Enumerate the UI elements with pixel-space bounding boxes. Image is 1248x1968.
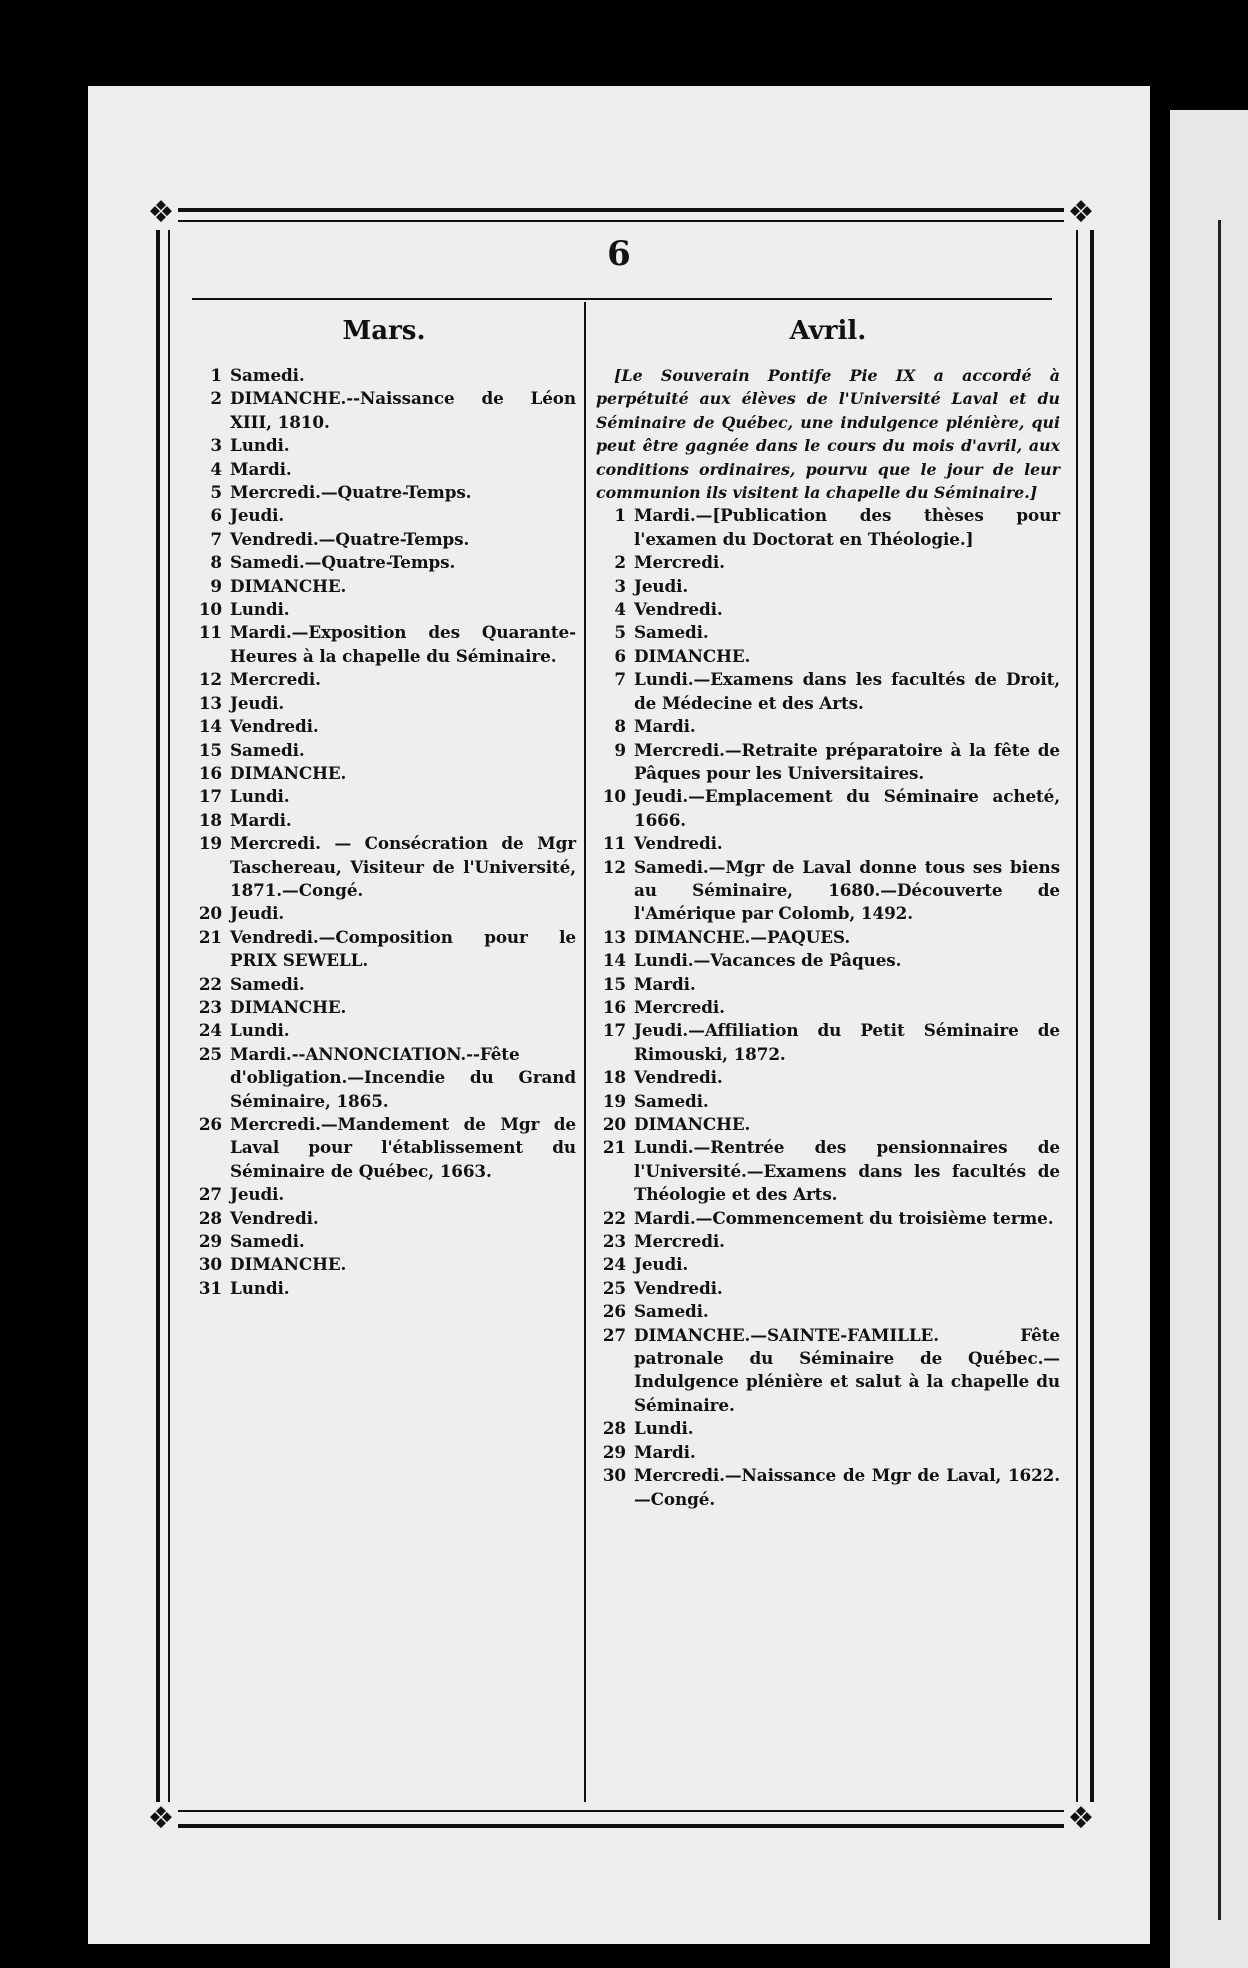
entry-day: 10	[602, 786, 626, 807]
calendar-entry	[192, 1183, 576, 1206]
facing-page-edge	[1170, 110, 1248, 1968]
entry-day: 22	[198, 973, 222, 994]
calendar-entry	[192, 1230, 576, 1253]
entry-text: Samedi.	[230, 739, 305, 760]
calendar-entry	[596, 949, 1060, 972]
calendar-entry	[192, 387, 576, 434]
almanac-page	[88, 86, 1150, 1944]
entry-text: Samedi.	[230, 973, 305, 994]
entry-text: Mercredi.	[634, 996, 725, 1017]
calendar-entry	[192, 598, 576, 621]
calendar-entry	[192, 996, 576, 1019]
entry-day: 17	[198, 786, 222, 807]
entry-day: 17	[602, 1020, 626, 1041]
entry-text: Mardi.	[230, 809, 292, 830]
entry-text: Mardi.	[634, 973, 696, 994]
calendar-entry	[192, 715, 576, 738]
calendar-entry	[596, 1230, 1060, 1253]
entry-day: 18	[198, 809, 222, 830]
entry-day: 31	[198, 1277, 222, 1298]
entry-day: 22	[602, 1207, 626, 1228]
entry-day: 23	[198, 996, 222, 1017]
entry-text: Mardi.—Commencement du troisième terme.	[634, 1207, 1054, 1228]
calendar-entry	[192, 481, 576, 504]
entry-day: 11	[198, 622, 222, 643]
entry-day: 6	[210, 505, 222, 526]
entry-day: 12	[198, 669, 222, 690]
calendar-entry	[192, 1113, 576, 1183]
entry-day: 19	[602, 1090, 626, 1111]
entry-text: Vendredi.	[230, 1207, 319, 1228]
entry-text: Jeudi.	[230, 692, 285, 713]
entry-day: 8	[614, 716, 626, 737]
calendar-entry	[192, 1277, 576, 1300]
entry-day: 28	[602, 1418, 626, 1439]
entry-text: Samedi.	[634, 1301, 709, 1322]
entry-text: DIMANCHE.	[230, 1254, 347, 1275]
entry-day: 16	[198, 762, 222, 783]
entry-day: 13	[198, 692, 222, 713]
calendar-entry	[192, 1019, 576, 1042]
entry-day: 8	[210, 552, 222, 573]
entry-text: Jeudi.	[230, 505, 285, 526]
corner-ornament-icon: ❖	[1064, 1802, 1098, 1836]
entry-text: Lundi.	[634, 1418, 694, 1439]
entry-day: 5	[614, 622, 626, 643]
entry-text: Mardi.--ANNONCIATION.--Fête d'obligation.—Incendie du Grand Séminaire, 1865.	[230, 1043, 576, 1111]
entry-text: Mercredi.—Naissance de Mgr de Laval, 1622.—Congé.	[634, 1465, 1060, 1509]
entry-day: 1	[210, 365, 222, 385]
calendar-entry	[192, 1043, 576, 1113]
entry-day: 15	[602, 973, 626, 994]
april-entries	[596, 504, 1060, 1510]
calendar-entry	[596, 832, 1060, 855]
calendar-entry	[192, 668, 576, 691]
entry-day: 4	[614, 599, 626, 620]
entry-day: 30	[602, 1465, 626, 1486]
calendar-entry	[596, 1324, 1060, 1418]
entry-text: Mardi.	[634, 716, 696, 737]
calendar-entry	[596, 973, 1060, 996]
entry-text: DIMANCHE.	[634, 1114, 751, 1134]
entry-text: Vendredi.	[634, 1067, 723, 1088]
calendar-entry	[192, 621, 576, 668]
calendar-entry	[596, 926, 1060, 949]
entry-day: 29	[198, 1231, 222, 1252]
march-entries	[192, 364, 576, 1300]
entry-day: 3	[614, 575, 626, 596]
calendar-entry	[596, 1277, 1060, 1300]
calendar-entry	[192, 739, 576, 762]
entry-day: 7	[614, 669, 626, 690]
calendar-entry	[596, 621, 1060, 644]
entry-text: Mercredi.	[230, 669, 321, 690]
entry-text: Mardi.—Exposition des Quarante-Heures à la chapelle du Séminaire.	[230, 622, 576, 666]
entry-text: Samedi.—Mgr de Laval donne tous ses biens au Séminaire, 1680.—Découverte de l'Amérique par Colomb, 1492.	[634, 856, 1060, 924]
calendar-entry	[192, 575, 576, 598]
entry-text: Samedi.—Quatre-Temps.	[230, 552, 456, 573]
entry-text: Jeudi.	[230, 903, 285, 924]
entry-text: Mardi.	[230, 458, 292, 479]
entry-text: Mercredi.	[634, 1231, 725, 1252]
entry-text: Lundi.	[230, 599, 290, 620]
calendar-entry	[596, 1207, 1060, 1230]
entry-day: 2	[614, 552, 626, 573]
entry-text: DIMANCHE.--Naissance de Léon XIII, 1810.	[230, 388, 576, 432]
entry-text: Samedi.	[634, 1090, 709, 1111]
calendar-entry	[596, 1090, 1060, 1113]
calendar-entry	[192, 762, 576, 785]
month-heading-mars: Mars.	[342, 316, 426, 346]
calendar-entry	[596, 598, 1060, 621]
entry-day: 21	[602, 1137, 626, 1158]
calendar-entry	[596, 645, 1060, 668]
entry-day: 26	[602, 1301, 626, 1322]
entry-day: 27	[602, 1324, 626, 1345]
entry-text: Lundi.—Examens dans les facultés de Droit, de Médecine et des Arts.	[634, 669, 1060, 713]
corner-ornament-icon: ❖	[144, 196, 178, 230]
calendar-entry	[596, 739, 1060, 786]
entry-day: 12	[602, 856, 626, 877]
calendar-entry	[596, 668, 1060, 715]
calendar-entry	[192, 551, 576, 574]
entry-day: 27	[198, 1184, 222, 1205]
entry-text: Samedi.	[634, 622, 709, 643]
calendar-entry	[192, 902, 576, 925]
entry-text: Mercredi. — Consécration de Mgr Taschereau, Visiteur de l'Université, 1871.—Congé.	[230, 833, 576, 900]
entry-day: 3	[210, 435, 222, 456]
calendar-entry	[192, 926, 576, 973]
calendar-entry	[192, 528, 576, 551]
entry-text: Jeudi.—Emplacement du Séminaire acheté, 1666.	[634, 786, 1060, 830]
calendar-entry	[192, 1253, 576, 1276]
entry-day: 20	[602, 1114, 626, 1134]
entry-text: Vendredi.	[634, 833, 723, 854]
entry-text: DIMANCHE.	[230, 996, 347, 1017]
column-divider	[584, 302, 586, 1802]
entry-day: 30	[198, 1254, 222, 1275]
calendar-entry	[192, 832, 576, 902]
calendar-entry	[596, 1136, 1060, 1206]
entry-day: 1	[614, 505, 626, 526]
entry-day: 23	[602, 1231, 626, 1252]
entry-text: Mardi.	[634, 1441, 696, 1462]
march-column	[192, 316, 576, 1300]
entry-text: Samedi.	[230, 1231, 305, 1252]
month-heading-avril: Avril.	[789, 316, 867, 346]
entry-day: 5	[210, 482, 222, 503]
entry-day: 21	[198, 926, 222, 947]
calendar-entry	[596, 1019, 1060, 1066]
calendar-entry	[596, 785, 1060, 832]
entry-text: Jeudi.—Affiliation du Petit Séminaire de Rimouski, 1872.	[634, 1020, 1060, 1064]
entry-day: 25	[602, 1277, 626, 1298]
april-intro-note: [Le Souverain Pontife Pie IX a accordé à perpétuité aux élèves de l'Université Laval et du Séminaire de Québec, une indulgence plénière, qui peut être gagnée dans le cours du mois d'avril, aux conditions ordinaires, pourvu que le jour de leur communion ils visitent la chapelle du Séminaire.]	[596, 366, 1060, 503]
entry-text: Lundi.	[230, 1277, 290, 1298]
calendar-entry	[596, 1300, 1060, 1323]
entry-day: 24	[602, 1254, 626, 1275]
entry-day: 15	[198, 739, 222, 760]
calendar-entry	[192, 809, 576, 832]
entry-text: Mercredi.	[634, 552, 725, 573]
header-rule	[192, 298, 1052, 300]
entry-day: 10	[198, 599, 222, 620]
entry-day: 14	[602, 950, 626, 971]
entry-text: DIMANCHE.—PAQUES.	[634, 926, 851, 947]
calendar-entry	[596, 1417, 1060, 1440]
entry-day: 4	[210, 458, 222, 479]
calendar-entry	[192, 364, 576, 387]
calendar-entry	[596, 715, 1060, 738]
entry-day: 20	[198, 903, 222, 924]
entry-text: Jeudi.	[634, 575, 689, 596]
entry-day: 9	[210, 575, 222, 596]
calendar-entry	[596, 996, 1060, 1019]
entry-text: Vendredi.	[634, 1277, 723, 1298]
calendar-entry	[596, 1441, 1060, 1464]
entry-day: 6	[614, 645, 626, 666]
entry-day: 14	[198, 716, 222, 737]
entry-day: 16	[602, 996, 626, 1017]
entry-text: Lundi.	[230, 1020, 290, 1041]
entry-day: 11	[602, 833, 626, 854]
entry-day: 18	[602, 1067, 626, 1088]
entry-day: 28	[198, 1207, 222, 1228]
corner-ornament-icon: ❖	[144, 1802, 178, 1836]
entry-text: DIMANCHE.	[230, 575, 347, 596]
facing-page-frame	[1218, 220, 1248, 1920]
entry-text: Lundi.—Rentrée des pensionnaires de l'Université.—Examens dans les facultés de Théologie et des Arts.	[634, 1137, 1060, 1205]
april-column	[596, 316, 1060, 1511]
entry-day: 19	[198, 833, 222, 854]
calendar-entry	[192, 434, 576, 457]
entry-text: Lundi.—Vacances de Pâques.	[634, 950, 902, 971]
page-number: 6	[607, 234, 631, 274]
calendar-entry	[596, 551, 1060, 574]
entry-text: Mardi.—[Publication des thèses pour l'examen du Doctorat en Théologie.]	[634, 505, 1060, 549]
entry-day: 25	[198, 1043, 222, 1064]
entry-text: Vendredi.—Quatre-Temps.	[230, 528, 470, 549]
entry-text: Vendredi.	[634, 599, 723, 620]
entry-text: Samedi.	[230, 365, 305, 385]
calendar-entry	[192, 692, 576, 715]
entry-day: 2	[210, 388, 222, 409]
entry-text: Vendredi.	[230, 716, 319, 737]
entry-text: Jeudi.	[634, 1254, 689, 1275]
entry-text: Lundi.	[230, 786, 290, 807]
entry-text: DIMANCHE.	[230, 762, 347, 783]
calendar-entry	[596, 575, 1060, 598]
calendar-entry	[596, 1066, 1060, 1089]
entry-text: Mercredi.—Retraite préparatoire à la fête de Pâques pour les Universitaires.	[634, 739, 1060, 783]
entry-text: Mercredi.—Quatre-Temps.	[230, 482, 472, 503]
entry-text: DIMANCHE.—SAINTE-FAMILLE. Fête patronale du Séminaire de Québec.—Indulgence plénière et salut à la chapelle du Séminaire.	[634, 1324, 1060, 1415]
calendar-entry	[596, 1253, 1060, 1276]
corner-ornament-icon: ❖	[1064, 196, 1098, 230]
calendar-entry	[596, 1113, 1060, 1136]
entry-day: 9	[614, 739, 626, 760]
calendar-entry	[192, 785, 576, 808]
entry-text: Mercredi.—Mandement de Mgr de Laval pour l'établissement du Séminaire de Québec, 1663.	[230, 1114, 576, 1181]
calendar-entry	[596, 504, 1060, 551]
calendar-entry	[192, 458, 576, 481]
calendar-entry	[192, 504, 576, 527]
entry-text: Vendredi.—Composition pour le PRIX SEWELL.	[230, 926, 576, 971]
entry-day: 7	[210, 528, 222, 549]
entry-day: 24	[198, 1020, 222, 1041]
entry-text: Lundi.	[230, 435, 290, 456]
entry-text: Jeudi.	[230, 1184, 285, 1205]
calendar-entry	[192, 1207, 576, 1230]
calendar-entry	[192, 973, 576, 996]
entry-text: DIMANCHE.	[634, 645, 751, 666]
calendar-entry	[596, 856, 1060, 926]
entry-day: 26	[198, 1114, 222, 1134]
entry-day: 13	[602, 926, 626, 947]
calendar-entry	[596, 1464, 1060, 1511]
entry-day: 29	[602, 1441, 626, 1462]
